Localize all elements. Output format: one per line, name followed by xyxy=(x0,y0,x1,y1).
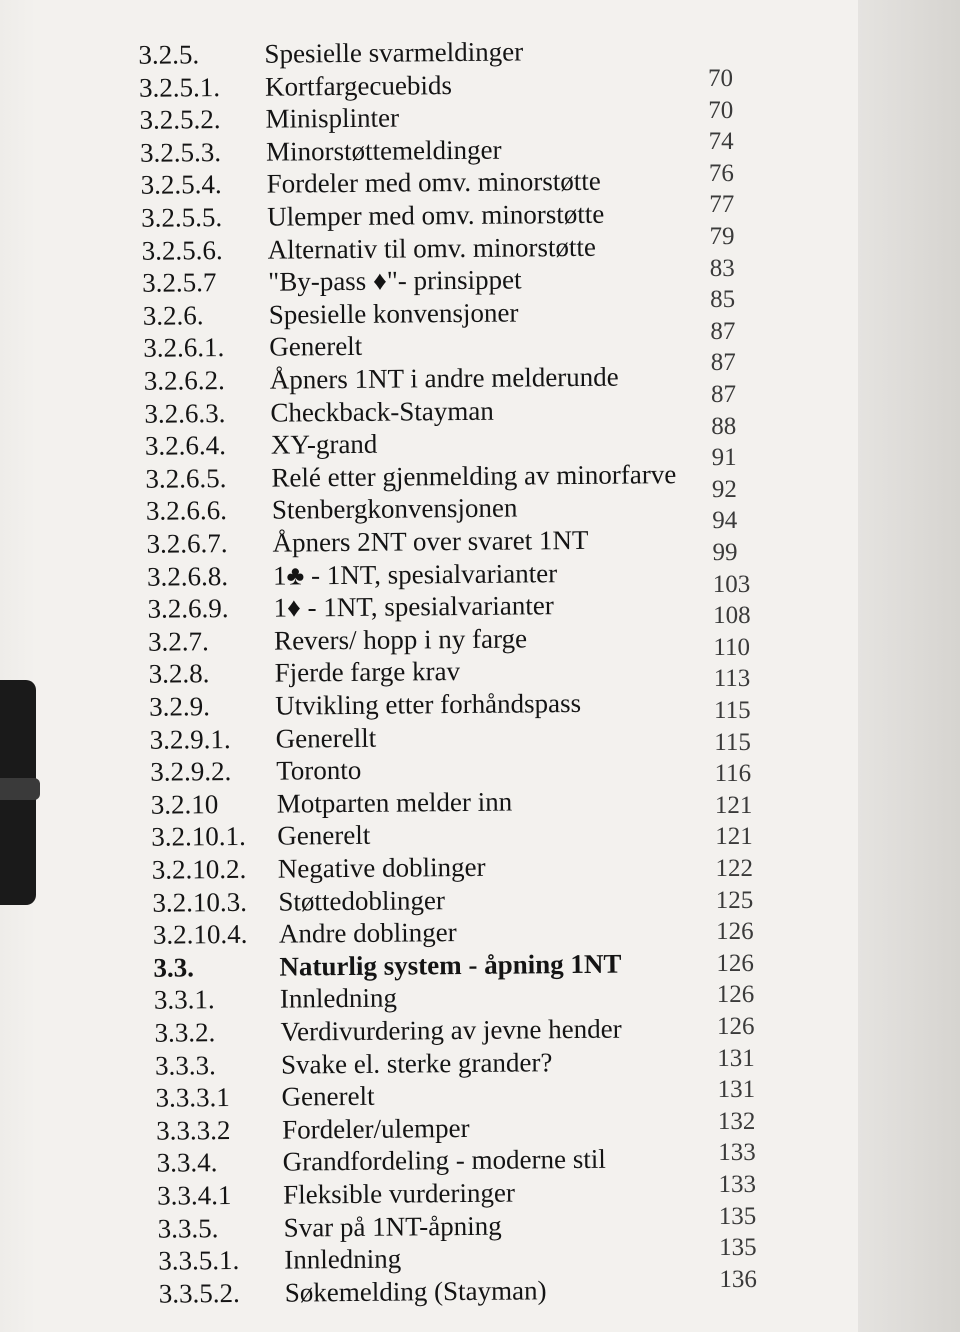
toc-entry-title: Naturlig system - åpning 1NT xyxy=(279,948,622,982)
toc-entry-number: 3.2.6.6. xyxy=(145,495,228,527)
toc-entry-title: Svar på 1NT-åpning xyxy=(283,1210,502,1243)
toc-entry-title: Andre doblinger xyxy=(278,917,457,949)
toc-entry-number: 3.2.5.1. xyxy=(138,71,221,103)
toc-entry-number: 3.2.6.2. xyxy=(143,365,225,396)
toc-entry-number: 3.2.9. xyxy=(149,691,211,722)
page-number: 122 xyxy=(715,855,753,882)
page-number: 70 xyxy=(708,65,733,92)
page-number: 87 xyxy=(710,317,736,345)
page-number: 136 xyxy=(719,1265,757,1293)
toc-entry-number: 3.3.3.2 xyxy=(155,1114,231,1146)
page-number: 126 xyxy=(716,949,754,977)
toc-entry-number: 3.3.3. xyxy=(154,1049,216,1081)
toc-entry-number: 3.2.6.9. xyxy=(147,593,229,624)
toc-entry-number: 3.2.10.1. xyxy=(151,821,246,853)
toc-entry-title: Åpners 1NT i andre melderunde xyxy=(269,361,619,395)
page-number: 87 xyxy=(711,381,736,408)
page-number: 92 xyxy=(711,475,737,503)
toc-entry-title: Kortfargecuebids xyxy=(264,69,453,102)
toc-entry-number: 3.3.5.1. xyxy=(158,1245,240,1276)
page-number: 91 xyxy=(711,444,737,472)
toc-entry-number: 3.2.8. xyxy=(148,658,210,690)
toc-entry-number: 3.2.6.7. xyxy=(146,528,228,559)
page-number: 132 xyxy=(717,1107,756,1135)
toc-entry-title: Svake el. sterke grander? xyxy=(280,1046,553,1080)
toc-entry-title: Spesielle svarmeldinger xyxy=(264,36,524,69)
toc-entry-title: Verdivurdering av jevne hender xyxy=(280,1013,622,1047)
toc-entry-number: 3.2.6.4. xyxy=(144,430,227,461)
page-number: 76 xyxy=(708,159,734,187)
toc-entry-title: Fordeler med omv. minorstøtte xyxy=(266,166,601,200)
toc-entry-number: 3.3.3.1 xyxy=(155,1082,230,1113)
toc-entry-number: 3.3.5.2. xyxy=(158,1277,240,1309)
toc-entry-title: Fordeler/ulemper xyxy=(281,1112,470,1145)
toc-entry-number: 3.3.4.1 xyxy=(157,1180,232,1211)
toc-entry-number: 3.2.5.6. xyxy=(141,234,223,266)
toc-entry-title: Støttedoblinger xyxy=(278,884,445,917)
toc-entry-title: Ulemper med omv. minorstøtte xyxy=(267,198,605,232)
toc-entry-title: Generellt xyxy=(275,722,377,754)
toc-entry-title: "By-pass ♦"- prinsippet xyxy=(268,264,522,297)
page-number: 125 xyxy=(715,886,754,914)
page-number: 103 xyxy=(712,570,751,598)
page-number: 121 xyxy=(715,823,753,851)
toc-entry-title: Utvikling etter forhåndspass xyxy=(275,687,582,721)
toc-entry-title: Relé etter gjenmelding av minorfarve xyxy=(271,458,677,493)
page-number: 133 xyxy=(718,1139,756,1167)
toc-entry-title: XY-grand xyxy=(270,428,378,460)
page-number: 121 xyxy=(714,791,753,819)
toc-entry-title: Alternativ til omv. minorstøtte xyxy=(267,231,597,265)
toc-entry-title: Fleksible vurderinger xyxy=(283,1177,516,1210)
toc-entry-title: Grandfordeling - moderne stil xyxy=(282,1144,606,1177)
page-number: 135 xyxy=(719,1234,757,1262)
toc-entry-title: Toronto xyxy=(276,755,362,786)
toc-entry-number: 3.2.10.4. xyxy=(152,919,248,950)
toc-entry-title: Generelt xyxy=(277,820,371,852)
page-number: 133 xyxy=(718,1171,756,1198)
toc-entry-title: Generelt xyxy=(281,1080,375,1112)
page-number: 115 xyxy=(714,697,751,724)
toc-entry-title: Stenbergkonvensjonen xyxy=(271,492,518,526)
page-number: 126 xyxy=(717,1013,755,1040)
page-number: 110 xyxy=(713,633,750,661)
page-number: 87 xyxy=(710,349,736,377)
page-number: 85 xyxy=(710,286,736,314)
page-number: 115 xyxy=(714,728,751,756)
page-number: 99 xyxy=(712,539,738,566)
toc-entry-number: 3.2.5.4. xyxy=(140,169,222,201)
toc-entry-title: Revers/ hopp i ny farge xyxy=(273,623,528,656)
toc-entry-title: 1♦ - 1NT, spesialvarianter xyxy=(273,590,554,623)
toc-entry-title: 1♣ - 1NT, spesialvarianter xyxy=(272,557,558,591)
page-number: 131 xyxy=(717,1076,756,1104)
toc-entry-number: 3.2.5.5. xyxy=(141,202,223,233)
toc-entry-title: Generelt xyxy=(269,331,363,363)
page-number: 70 xyxy=(708,96,734,124)
toc-entry-number: 3.2.5.3. xyxy=(139,136,222,168)
toc-entry-number: 3.2.5. xyxy=(138,39,200,70)
toc-entry-number: 3.2.10.2. xyxy=(151,853,247,885)
toc-entry-number: 3.2.9.2. xyxy=(150,756,232,787)
toc-entry-title: Checkback-Stayman xyxy=(270,395,494,428)
toc-entry-title: Innledning xyxy=(279,982,398,1014)
toc-entry-title: Søkemelding (Stayman) xyxy=(284,1275,547,1308)
page-number: 131 xyxy=(717,1044,755,1072)
page-number: 116 xyxy=(714,760,752,788)
toc-entry-title: Spesielle konvensjoner xyxy=(268,297,519,330)
toc-entry-number: 3.2.10 xyxy=(150,788,219,820)
page-number: 113 xyxy=(713,665,751,693)
page-number: 126 xyxy=(716,981,755,1009)
toc-entry-title: Minorstøttemeldinger xyxy=(265,134,502,167)
toc-entry-number: 3.3.4. xyxy=(156,1147,218,1179)
page-number: 79 xyxy=(709,223,735,250)
toc-entry-title: Fjerde farge krav xyxy=(274,656,461,689)
toc-entry-number: 3.3.5. xyxy=(157,1212,219,1244)
page-number: 74 xyxy=(708,128,734,156)
toc-entry-number: 3.2.6. xyxy=(142,300,204,331)
page-number: 88 xyxy=(711,412,737,440)
toc-entry-number: 3.2.6.1. xyxy=(143,332,225,364)
toc-entry-number: 3.2.5.2. xyxy=(139,104,221,135)
toc-entry-number: 3.2.5.7 xyxy=(142,267,217,298)
toc-entry-number: 3.2.6.3. xyxy=(144,397,226,429)
page-number: 94 xyxy=(712,507,738,535)
toc-entry-number: 3.3.2. xyxy=(154,1017,216,1048)
toc-entry-number: 3.2.7. xyxy=(147,625,209,657)
toc-entry-number: 3.3. xyxy=(153,952,195,983)
toc-entry-title: Innledning xyxy=(284,1243,402,1275)
toc-entry-number: 3.2.6.8. xyxy=(146,560,229,592)
toc-entry-title: Åpners 2NT over svaret 1NT xyxy=(272,524,589,558)
page-number: 77 xyxy=(709,191,735,219)
toc-entry-number: 3.2.9.1. xyxy=(149,723,231,755)
toc-entry-number: 3.2.6.5. xyxy=(145,462,227,494)
toc-entry-title: Motparten melder inn xyxy=(276,786,513,819)
toc-entry-title: Negative doblinger xyxy=(277,851,486,884)
page-number: 108 xyxy=(713,602,751,630)
page-number: 135 xyxy=(718,1202,757,1230)
page-number: 126 xyxy=(716,918,754,946)
toc-entry-number: 3.3.1. xyxy=(153,984,215,1016)
page-number: 83 xyxy=(709,254,735,282)
toc-entry-title: Minisplinter xyxy=(265,102,400,134)
toc-entry-number: 3.2.10.3. xyxy=(152,886,248,918)
